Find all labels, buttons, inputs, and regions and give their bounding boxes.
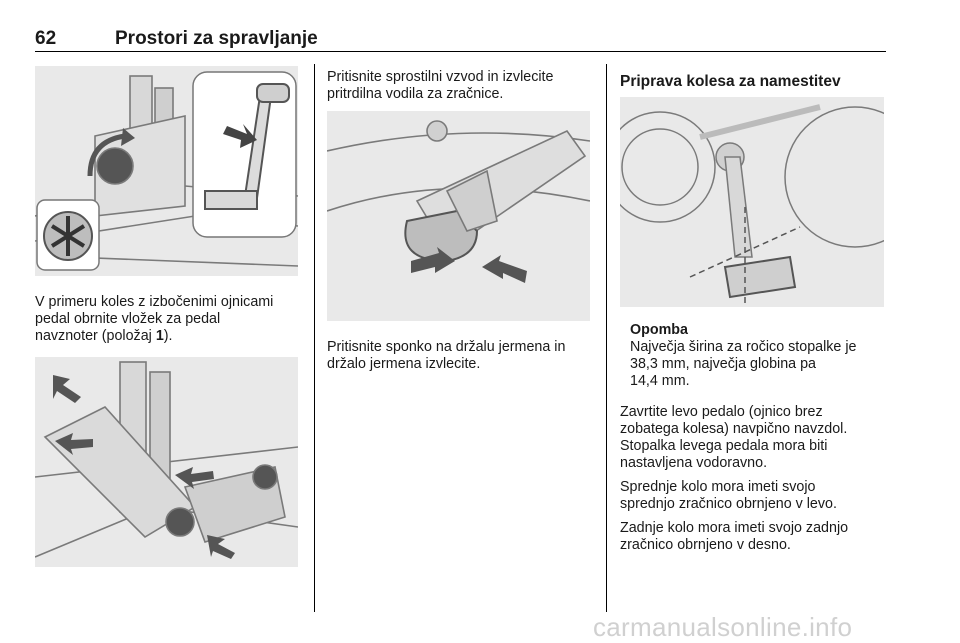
text-line: [35, 328, 307, 345]
paragraph-rear-wheel: [620, 520, 886, 554]
text-line: pedal obrnite vložek za pedal: [35, 311, 221, 327]
text-line: zobatega kolesa) navpično navzdol.: [620, 421, 848, 437]
text-line: držalo jermena izvlecite.: [327, 356, 481, 372]
paragraph-strap-clip: [327, 339, 599, 373]
section-heading: Priprava kolesa za namestitev: [620, 73, 841, 90]
text-line: Zadnje kolo mora imeti svojo zadnjo: [620, 520, 849, 536]
text-line: Pritisnite sprostilni vzvod in izvlecite: [327, 69, 554, 85]
paragraph-front-wheel: [620, 479, 886, 513]
paragraph-left-pedal: [620, 404, 886, 472]
text-line: Stopalka levega pedala mora biti: [620, 438, 828, 454]
figure-strap-holder: [327, 111, 590, 321]
page-title: Prostori za spravljanje: [115, 28, 318, 49]
column-divider-1: [314, 64, 315, 612]
figure-pedal-insert: [35, 66, 298, 276]
text-line: zračnico obrnjeno v desno.: [620, 537, 791, 553]
text-line-end: ).: [163, 328, 173, 344]
column-divider-2: [606, 64, 607, 612]
text-line: Zavrtite levo pedalo (ojnico brez: [620, 404, 823, 420]
position-number: 1: [155, 328, 164, 344]
text-line: Največja širina za ročico stopalke je: [630, 339, 857, 355]
text-line: pritrdilna vodila za zračnice.: [327, 86, 504, 102]
watermark: carmanualsonline.info: [593, 612, 853, 642]
figure-pedal-position: [620, 97, 884, 307]
text-line: sprednjo zračnico obrnjeno v levo.: [620, 496, 837, 512]
paragraph-pedal-insert: [35, 294, 307, 345]
text-line-start: navznoter (položaj: [35, 328, 156, 344]
page-header: [35, 28, 885, 50]
note-block: [630, 322, 890, 390]
text-line: 38,3 mm, največja globina pa: [630, 356, 816, 372]
text-line: Sprednje kolo mora imeti svojo: [620, 479, 816, 495]
page-number: 62: [35, 28, 57, 49]
figure-wheel-holders: [35, 357, 298, 567]
text-line: Pritisnite sponko na držalu jermena in: [327, 339, 566, 355]
text-line: nastavljena vodoravno.: [620, 455, 768, 471]
paragraph-release-lever: [327, 69, 599, 103]
header-divider: [35, 51, 886, 52]
text-line: V primeru koles z izbočenimi ojnicami: [35, 294, 274, 310]
text-line: 14,4 mm.: [630, 373, 690, 389]
note-title: Opomba: [630, 322, 688, 338]
